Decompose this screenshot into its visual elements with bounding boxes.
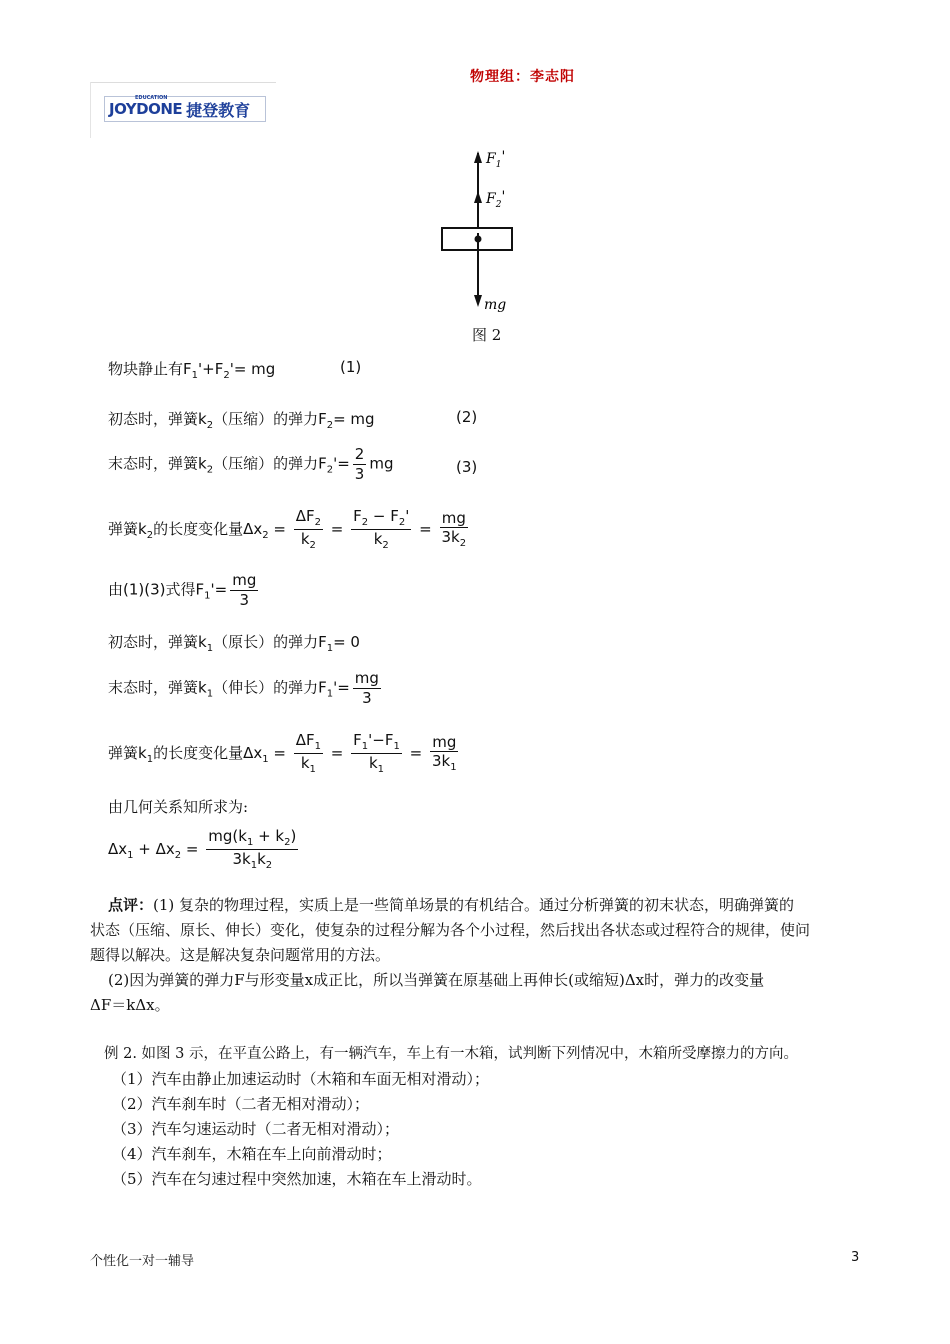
example-item-4: （4）汽车刹车，木箱在车上向前滑动时； xyxy=(112,1145,392,1163)
logo-chinese: 捷登教育 xyxy=(186,100,251,120)
author-header: 物理组：李志阳 xyxy=(470,69,575,85)
logo-education: EDUCATION xyxy=(135,95,168,101)
comment-line-1: 点评：(1) 复杂的物理过程，实质上是一些简单场景的有机结合。通过分析弹簧的初末状态，明确弹簧的 xyxy=(108,896,795,914)
example-item-5: （5）汽车在匀速过程中突然加速，木箱在车上滑动时。 xyxy=(112,1170,482,1188)
equation-1-number: (1) xyxy=(340,358,362,376)
fraction: $\frac{mg}{3k_1}$ xyxy=(431,732,457,774)
fraction: $\frac{mg(k_1 + k_2)}{3k_1k_2}$ xyxy=(208,827,297,871)
comment-line-3: 题得以解决。这是解决复杂问题常用的方法。 xyxy=(90,946,391,964)
logo-english: JOYDONE EDUCATION xyxy=(109,95,183,118)
fraction: $\frac{mg}{3k_2}$ xyxy=(441,508,467,550)
brand-logo xyxy=(104,96,266,122)
f1-arrowhead xyxy=(474,151,482,163)
page-number: 3 xyxy=(851,1250,860,1265)
equation-9: $\Delta x_1 + \Delta x_2$ = $\frac{mg(k_1 + k_2)}{3k_1k_2}$ xyxy=(108,827,297,871)
f1-label: $F_1'$ xyxy=(486,149,506,170)
footer-text: 个性化一对一辅导 xyxy=(90,1254,195,1269)
comment-line-4: (2)因为弹簧的弹力F与形变量x成正比，所以当弹簧在原基础上再伸长(或缩短)Δx时，弹力的改变量 xyxy=(108,971,765,989)
comment-line-2: 状态（压缩、原长、伸长）变化，使复杂的过程分解为各个小过程，然后找出各状态或过程符合的规律，使问 xyxy=(90,921,811,939)
fraction: $\frac{F_1'-F_1}{k_1}$ xyxy=(353,731,400,775)
fraction: $\frac{\Delta F_1}{k_1}$ xyxy=(295,731,321,775)
comment-label: 点评： xyxy=(108,896,154,914)
equation-6: 初态时，弹簧$k_1$（原长）的弹力$F_1= 0$ xyxy=(108,633,360,654)
fraction: $\frac{F_2 - F_2'}{k_2}$ xyxy=(353,507,410,551)
equation-3-number: (3) xyxy=(456,458,478,476)
equation-3: 末态时，弹簧$k_2$（压缩）的弹力$F_2'=$ $\frac{2}{3}$ mg xyxy=(108,445,394,483)
fraction: $\frac{\Delta F_2}{k_2}$ xyxy=(295,507,321,551)
example-item-2: （2）汽车刹车时（二者无相对滑动）； xyxy=(112,1095,370,1113)
f2-arrowhead xyxy=(474,191,482,203)
mg-arrowhead xyxy=(474,295,482,307)
example-title: 例 2. 如图 3 示，在平直公路上，有一辆汽车，车上有一木箱，试判断下列情况中，木箱所受摩擦力的方向。 xyxy=(104,1046,798,1062)
equation-7: 末态时，弹簧$k_1$（伸长）的弹力$F_1'=$ $\frac{mg}{3}$ xyxy=(108,669,379,707)
equation-4: 弹簧$k_2$的长度变化量$\Delta x_2$ = $\frac{\Delta F_2}{k_2}$ = $\frac{F_2 - F_2'}{k_2}$ = $\frac{mg}{3k_2}$ xyxy=(108,507,467,551)
fraction: $\frac{2}{3}$ xyxy=(354,445,365,483)
equation-1: 物块静止有$F_1'+F_2'=$ mg xyxy=(108,360,276,381)
example-item-3: （3）汽车匀速运动时（二者无相对滑动）； xyxy=(112,1120,400,1138)
fraction: $\frac{mg}{3}$ xyxy=(232,571,257,609)
fraction: $\frac{mg}{3}$ xyxy=(354,669,379,707)
geometry-relation-text: 由几何关系知所求为: xyxy=(108,798,249,816)
equation-5: 由(1)(3)式得$F_1'=$ $\frac{mg}{3}$ xyxy=(108,571,257,609)
equation-8: 弹簧$k_1$的长度变化量$\Delta x_1$ = $\frac{\Delta F_1}{k_1}$ = $\frac{F_1'-F_1}{k_1}$ = $\frac{mg}{3k_1}$ xyxy=(108,731,457,775)
f2-label: $F_2'$ xyxy=(486,189,506,210)
force-diagram xyxy=(430,145,540,320)
logo-divider xyxy=(90,82,276,83)
figure-caption: 图 2 xyxy=(472,326,502,344)
comment-line-5: ΔF＝kΔx。 xyxy=(90,996,170,1014)
equation-2: 初态时，弹簧$k_2$（压缩）的弹力$F_2=$ mg xyxy=(108,410,375,431)
logo-divider-vertical xyxy=(90,82,91,138)
example-item-1: （1）汽车由静止加速运动时（木箱和车面无相对滑动）； xyxy=(112,1070,490,1088)
equation-2-number: (2) xyxy=(456,408,478,426)
mg-label: mg xyxy=(484,297,507,313)
